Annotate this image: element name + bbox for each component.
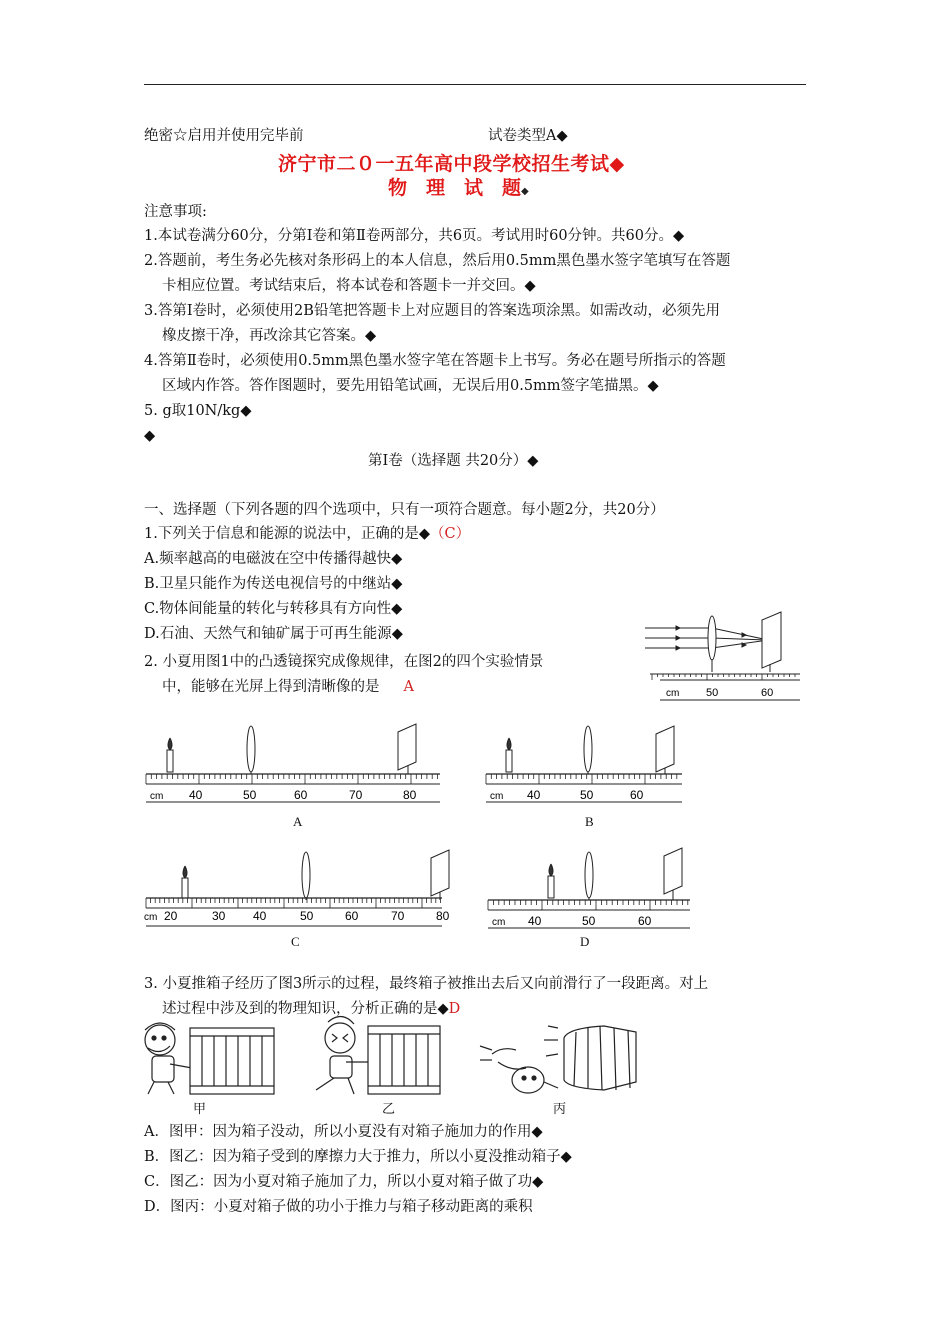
scene-yi (316, 1016, 440, 1094)
figD-tick-60: 60 (638, 914, 652, 928)
q1-option-b: B.卫星只能作为传送电视信号的中继站◆ (144, 576, 403, 592)
q2-stem-a: 2. 小夏用图1中的凸透镜探究成像规律，在图2的四个实验情景 (144, 654, 544, 670)
exam-title: 济宁市二０一五年高中段学校招生考试◆ (278, 153, 625, 175)
note-4b: 区域内作答。答作图题时，要先用铅笔试画，无误后用0.5mm签字笔描黑。◆ (162, 378, 659, 394)
fig1-unit: cm (666, 688, 680, 699)
note-3b: 橡皮擦干净，再改涂其它答案。◆ (162, 328, 377, 344)
figD-unit: cm (492, 917, 506, 928)
q1-option-c: C.物体间能量的转化与转移具有方向性◆ (144, 601, 403, 617)
figD-label: D (580, 934, 590, 949)
figA-label: A (293, 814, 303, 829)
figA-tick-80: 80 (403, 788, 417, 802)
section-heading: 第Ⅰ卷（选择题 共20分）◆ (368, 453, 539, 469)
note-4a: 4.答第Ⅱ卷时，必须使用0.5mm黑色墨水签字笔在答题卡上书写。务必在题号所指示的答题 (144, 353, 726, 369)
subject-text: 物 理 试 题 (388, 177, 522, 199)
push-box-figure (140, 1018, 650, 1102)
figC-tick-80: 80 (436, 909, 450, 923)
figB-tick-60: 60 (630, 788, 644, 802)
figD-tick-40: 40 (528, 914, 542, 928)
fig3-label-bing: 丙 (553, 1102, 567, 1117)
fig3-label-yi: 乙 (382, 1102, 396, 1117)
subject-title (388, 173, 529, 200)
q1-option-d: D.石油、天然气和铀矿属于可再生能源◆ (144, 626, 403, 642)
note-2b: 卡相应位置。考试结束后，将本试卷和答题卡一并交回。◆ (162, 278, 536, 294)
q2-stem-b (162, 677, 414, 697)
subject-mark: ◆ (521, 186, 529, 197)
q3-stem-b (162, 999, 460, 1019)
fig1-tick-60: 60 (761, 687, 774, 699)
figC-tick-20: 20 (164, 909, 178, 923)
q1-option-a: A.频率越高的电磁波在空中传播得越快◆ (144, 551, 403, 567)
experiment-figure-a (144, 722, 444, 806)
fig3-label-jia: 甲 (193, 1102, 207, 1117)
figB-tick-40: 40 (527, 788, 541, 802)
figC-tick-70: 70 (391, 909, 405, 923)
q1-stem-text: 1.下列关于信息和能源的说法中，正确的是◆ (144, 526, 430, 542)
experiment-figure-b (484, 722, 684, 806)
experiment-figure-c (144, 848, 450, 928)
q1-answer: （C） (429, 526, 471, 542)
figC-tick-50: 50 (300, 909, 314, 923)
q3-option-b: B．图乙：因为箱子受到的摩擦力大于推力，所以小夏没推动箱子◆ (144, 1149, 572, 1165)
figB-unit: cm (490, 791, 504, 802)
notes-heading: 注意事项: (144, 204, 207, 220)
section-instruction: 一、选择题（下列各题的四个选项中，只有一项符合题意。每小题2分，共20分） (144, 502, 665, 518)
figA-tick-50: 50 (243, 788, 257, 802)
q3-stem-a: 3. 小夏推箱子经历了图3所示的过程，最终箱子被推出去后又向前滑行了一段距离。对上 (144, 976, 709, 992)
q3-option-c: C．图乙：因为小夏对箱子施加了力，所以小夏对箱子做了功◆ (144, 1174, 544, 1190)
figB-tick-50: 50 (580, 788, 594, 802)
q3-answer: D (448, 1001, 461, 1017)
note-2a: 2.答题前，考生务必先核对条形码上的本人信息，然后用0.5mm黑色墨水签字笔填写在答题 (144, 253, 731, 269)
q1-stem (144, 524, 470, 544)
note-1: 1.本试卷满分60分，分第Ⅰ卷和第Ⅱ卷两部分，共6页。考试用时60分钟。共60分。◆ (144, 228, 685, 244)
lens-figure-1 (640, 612, 810, 704)
note-5: 5. g取10N/kg◆ (144, 403, 252, 419)
scene-bing (480, 1026, 636, 1093)
fig1-tick-50: 50 (706, 687, 719, 699)
secret-label: 绝密☆启用并使用完毕前 (144, 128, 304, 144)
figB-label: B (585, 814, 594, 829)
figC-tick-40: 40 (253, 909, 267, 923)
figA-tick-70: 70 (349, 788, 363, 802)
note-3a: 3.答第Ⅰ卷时，必须使用2B铅笔把答题卡上对应题目的答案选项涂黑。如需改动，必须先用 (144, 303, 720, 319)
top-rule (144, 84, 806, 85)
figD-tick-50: 50 (582, 914, 596, 928)
figA-tick-40: 40 (189, 788, 203, 802)
fig1-ticks (652, 674, 795, 680)
experiment-figure-d (486, 846, 692, 930)
note-diamond: ◆ (144, 428, 156, 444)
figC-unit: cm (144, 912, 158, 923)
q3-stem-b-text: 述过程中涉及到的物理知识，分析正确的是◆ (162, 1001, 449, 1017)
paper-type: 试卷类型A◆ (488, 128, 568, 144)
q2-answer: A (403, 679, 414, 695)
q3-option-d: D．图丙：小夏对箱子做的功小于推力与箱子移动距离的乘积 (144, 1199, 533, 1215)
figC-tick-30: 30 (212, 909, 226, 923)
scene-jia (145, 1023, 274, 1094)
figA-unit: cm (150, 791, 164, 802)
q3-option-a: A．图甲：因为箱子没动，所以小夏没有对箱子施加力的作用◆ (144, 1124, 543, 1140)
q2-stem-b-text: 中，能够在光屏上得到清晰像的是 (162, 679, 380, 695)
figC-label: C (291, 934, 300, 949)
figA-tick-60: 60 (294, 788, 308, 802)
figC-tick-60: 60 (345, 909, 359, 923)
